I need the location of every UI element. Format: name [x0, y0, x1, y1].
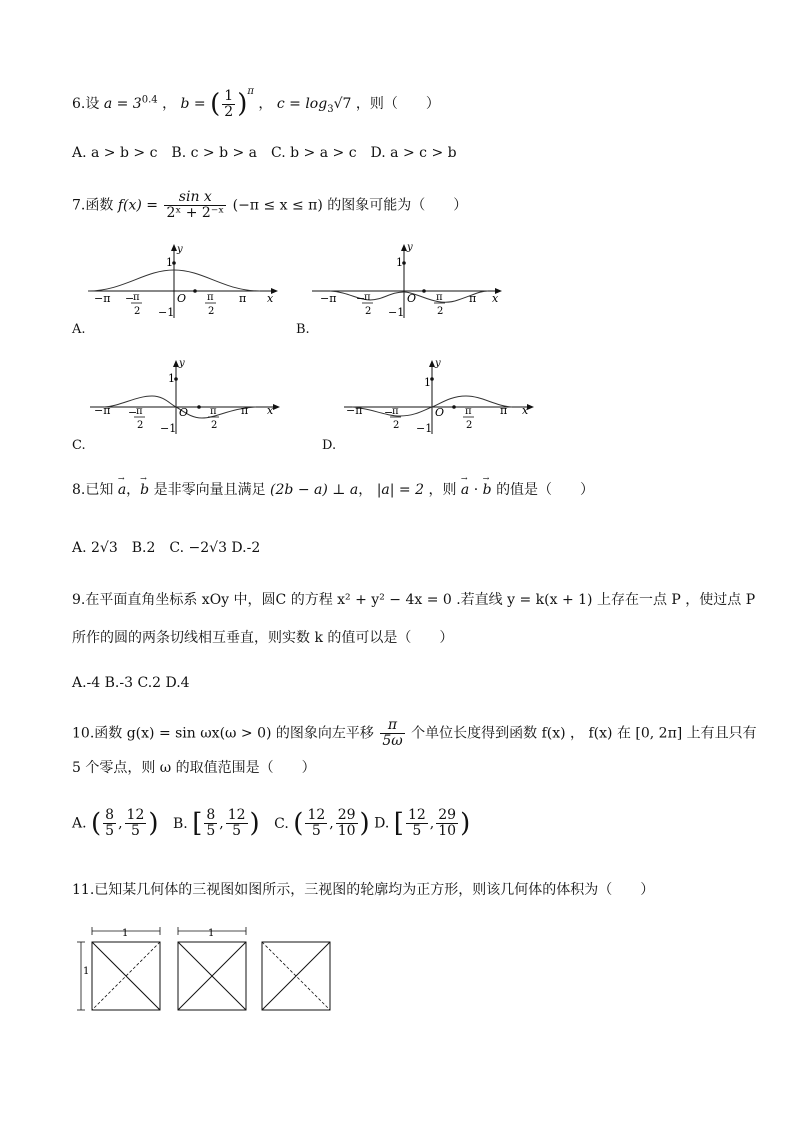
- q9-options: A.-4 B.-3 C.2 D.4: [72, 675, 190, 691]
- svg-text:π: π: [241, 404, 249, 417]
- q7-graph-a: [84, 240, 284, 320]
- svg-text:π: π: [136, 406, 143, 417]
- svg-text:π: π: [364, 292, 371, 303]
- q7-label-c: C.: [72, 438, 86, 453]
- q6-options: A. a > b > c B. c > b > a C. b > a > c D. a > c > b: [72, 145, 457, 161]
- q10-shift-frac: $\frac{\pi}{5\omega}$: [382, 717, 403, 749]
- svg-text:1: 1: [208, 928, 215, 939]
- svg-text:−π: −π: [94, 404, 111, 417]
- q9-line2: 所作的圆的两条切线相互垂直，则实数 k 的值可以是（ ）: [72, 630, 454, 646]
- q7-graph-d: [340, 356, 540, 436]
- svg-text:2: 2: [134, 306, 141, 317]
- q10-options: A. ( $\frac{8}{5}$ , $\frac{12}{5}$ ) B. [ $\frac{8}{5}$ , $\frac{12}{5}$ ) C. ( $\frac{12}{5}$ , $\frac{29}{10}$ ) D. [ $\frac{12}{5}$ , $\frac{29}{10}$ ): [72, 807, 471, 839]
- q11-three-views: [74, 926, 344, 1016]
- svg-text:2: 2: [208, 306, 215, 317]
- q6-b: b =: [180, 96, 206, 112]
- svg-text:1: 1: [83, 966, 90, 977]
- svg-text:x: x: [267, 292, 274, 305]
- q8-line: 8.已知 → a，→ b 是非零向量且满足 (2b − a) ⊥ a， |a| = 2 ，则 → a · → b 的值是（ ）: [72, 480, 594, 500]
- q7-label-b: B.: [296, 322, 310, 337]
- svg-text:x: x: [492, 292, 499, 305]
- svg-text:−: −: [356, 292, 366, 305]
- svg-text:O: O: [407, 292, 417, 305]
- svg-text:π: π: [210, 406, 217, 417]
- svg-text:π: π: [436, 292, 443, 303]
- svg-text:π: π: [500, 404, 508, 417]
- svg-text:y: y: [179, 358, 185, 369]
- q6-b-frac: $\frac{1}{2}$: [224, 87, 234, 120]
- q7-frac: $\frac{\text{sin x}}{\text{2ˣ + 2⁻ˣ}}$: [166, 189, 225, 221]
- svg-text:O: O: [435, 406, 445, 419]
- svg-text:y: y: [407, 242, 413, 253]
- svg-text:x: x: [267, 404, 274, 417]
- q6-b-exp: π: [247, 86, 254, 97]
- q10-line1: 10.函数 g(x) = sin ωx(ω > 0) 的图象向左平移 $\frac{\pi}{5\omega}$ 个单位长度得到函数 f(x) ， f(x) 在 [0, 2π] 上有且只有: [72, 717, 757, 749]
- q7-line: 7.函数 f(x) = $\frac{\text{sin x}}{\text{2ˣ + 2⁻ˣ}}$ (−π ≤ x ≤ π) 的图象可能为（ ）: [72, 189, 468, 221]
- svg-text:−: −: [384, 406, 394, 419]
- svg-text:y: y: [435, 358, 441, 369]
- svg-text:π: π: [465, 406, 472, 417]
- q8-options: A. 2√3 B.2 C. −2√3 D.-2: [72, 540, 261, 556]
- svg-text:π: π: [133, 292, 140, 303]
- svg-text:π: π: [207, 292, 214, 303]
- q6-a-exp: 0.4: [141, 94, 158, 106]
- svg-text:π: π: [469, 292, 477, 305]
- q7-label-d: D.: [322, 438, 337, 453]
- svg-text:2: 2: [466, 420, 473, 431]
- q6-prefix: 6.设: [72, 96, 100, 112]
- svg-text:1: 1: [122, 928, 129, 939]
- svg-text:2: 2: [211, 420, 218, 431]
- svg-text:−1: −1: [388, 306, 405, 319]
- q11-line: 11.已知某几何体的三视图如图所示，三视图的轮廓均为正方形，则该几何体的体积为（ ）: [72, 882, 655, 898]
- svg-text:1: 1: [424, 376, 431, 389]
- svg-text:2: 2: [137, 420, 144, 431]
- svg-text:2: 2: [365, 306, 372, 317]
- q7-label-a: A.: [72, 322, 86, 337]
- svg-text:−π: −π: [346, 404, 363, 417]
- q6-a: a = 3: [103, 96, 142, 112]
- svg-text:y: y: [177, 244, 183, 255]
- svg-text:−: −: [125, 292, 135, 305]
- q9-line1: 9.在平面直角坐标系 xOy 中，圆C 的方程 x² + y² − 4x = 0 .若直线 y = k(x + 1) 上存在一点 P ，使过点 P: [72, 592, 756, 608]
- svg-text:1: 1: [168, 372, 175, 385]
- svg-text:−: −: [128, 406, 138, 419]
- svg-text:−π: −π: [320, 292, 337, 305]
- q7-graph-b: [308, 240, 508, 320]
- q6-c: c = log: [276, 96, 328, 112]
- svg-text:π: π: [239, 292, 247, 305]
- svg-text:O: O: [177, 292, 187, 305]
- svg-text:2: 2: [393, 420, 400, 431]
- q10-line2: 5 个零点，则 ω 的取值范围是（ ）: [72, 760, 316, 776]
- svg-text:1: 1: [166, 256, 173, 269]
- svg-text:1: 1: [396, 256, 403, 269]
- svg-text:O: O: [179, 406, 189, 419]
- svg-text:−1: −1: [158, 306, 175, 319]
- svg-text:−1: −1: [160, 422, 177, 435]
- q7-graph-c: [86, 356, 286, 436]
- q6-suffix: ，则（ ）: [355, 96, 440, 112]
- svg-text:−1: −1: [416, 422, 433, 435]
- q6-line: 6.设 $a = 3^{0.4}$ ， b = ( $\frac{1}{2}$ )$^\pi$ ， $c = \log_3√7$ ，则（ ）: [72, 86, 440, 120]
- svg-text:−π: −π: [94, 292, 111, 305]
- svg-text:2: 2: [437, 306, 444, 317]
- svg-text:π: π: [392, 406, 399, 417]
- svg-text:x: x: [522, 404, 529, 417]
